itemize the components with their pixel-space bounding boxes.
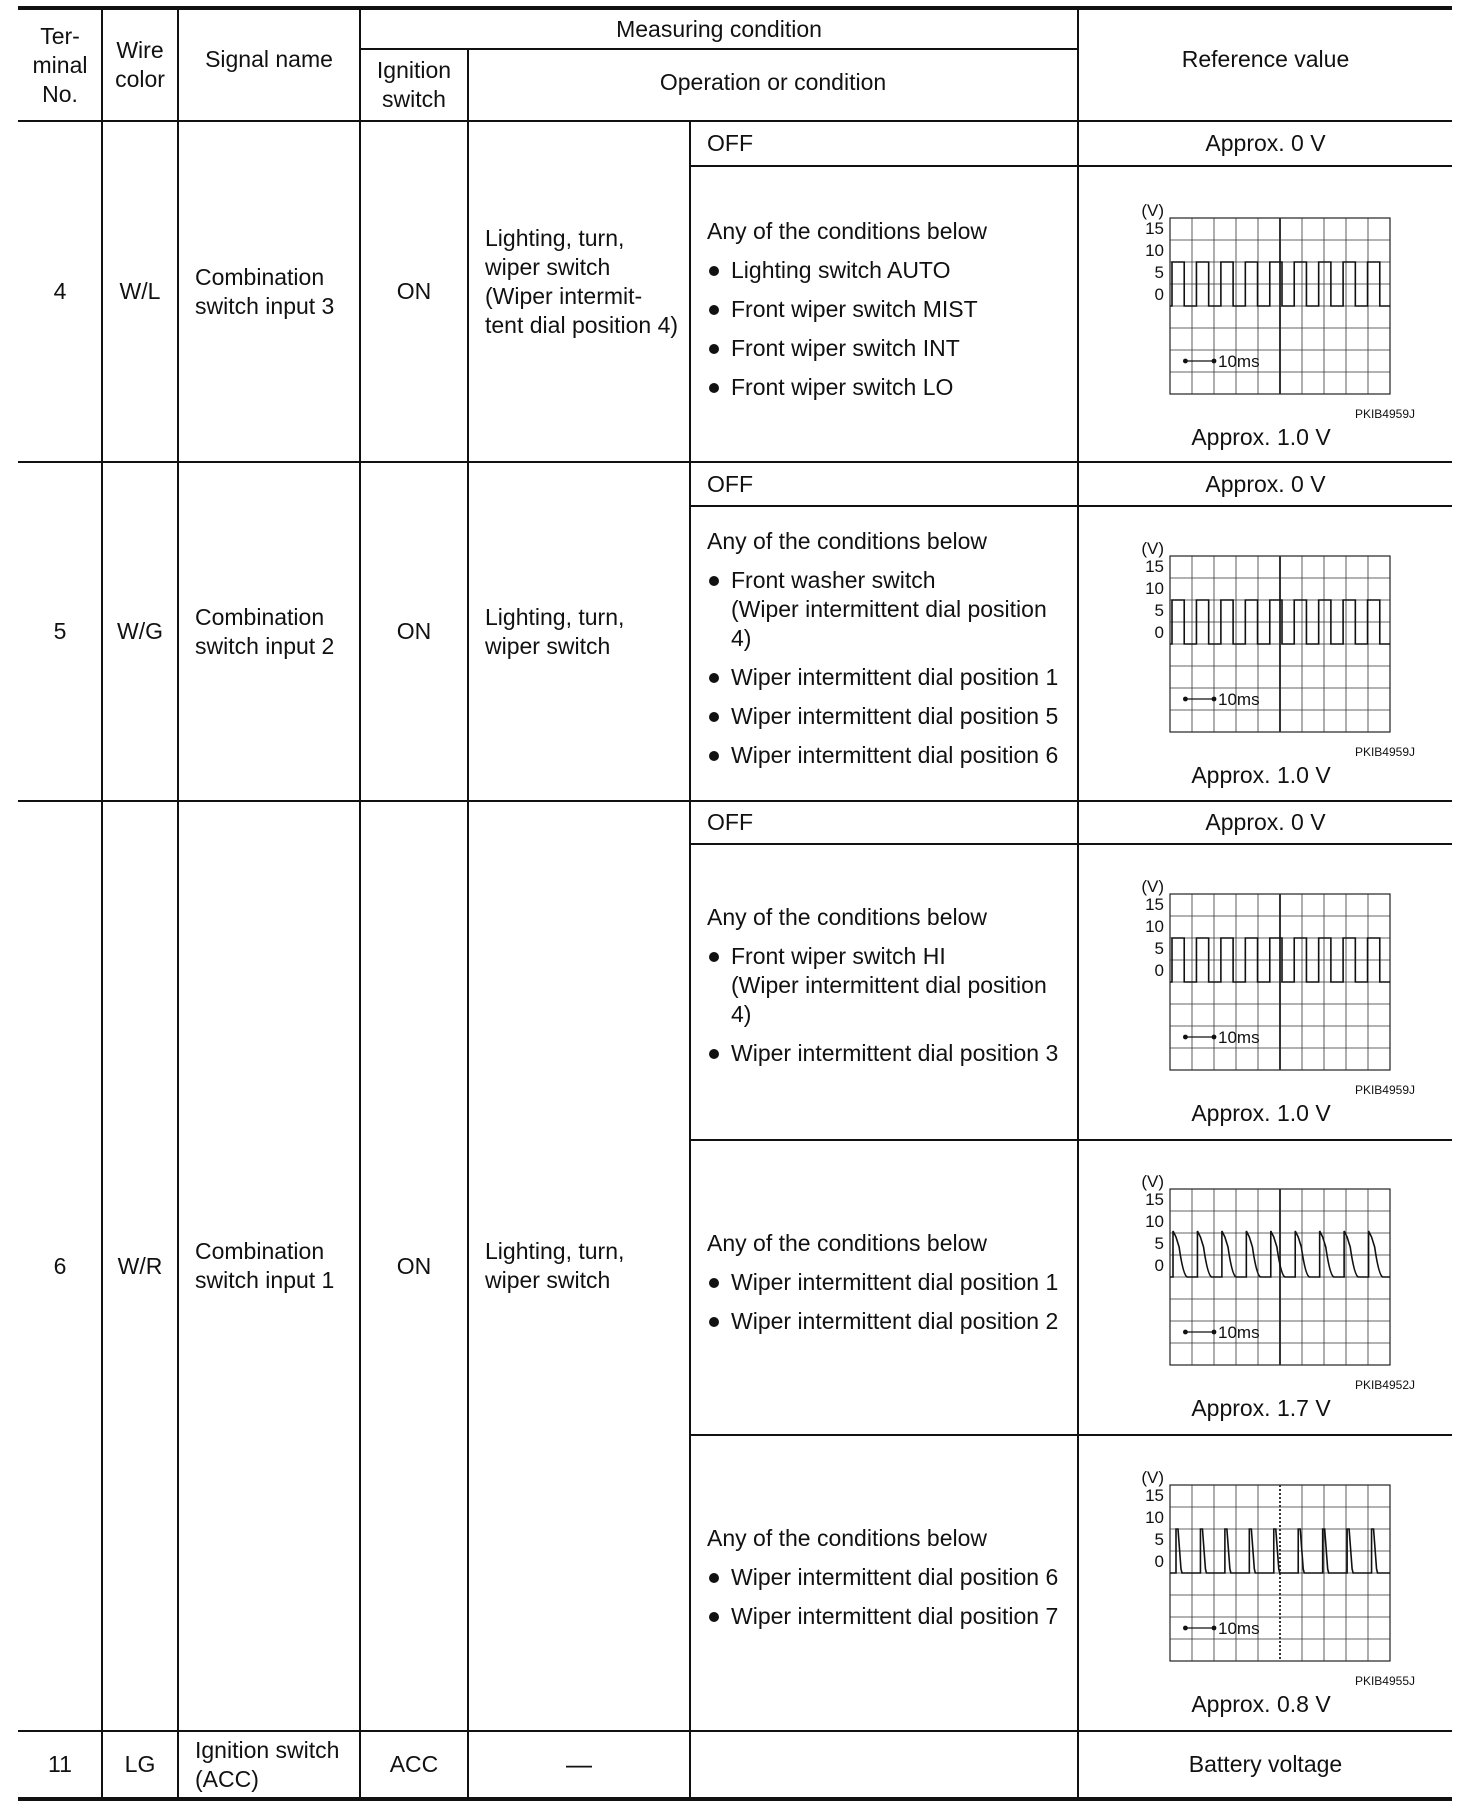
wire-color: W/G — [117, 618, 163, 644]
table-bottom-border — [18, 1797, 1452, 1801]
scope-time-marker-start — [1183, 359, 1188, 364]
signal-name: Combination switch input 3 — [195, 263, 335, 319]
list-item: Wiper intermittent dial position 6 — [707, 741, 1058, 770]
scope-time-marker-start — [1183, 1330, 1188, 1335]
scope-tick-label: 0 — [1154, 961, 1164, 980]
scope-tick-label: 10 — [1145, 241, 1164, 260]
wire-color: W/L — [119, 278, 161, 304]
list-item: Lighting switch AUTO — [707, 256, 987, 285]
header-ignition-switch: Ignition switch — [376, 57, 452, 112]
list-item: Front wiper switch LO — [707, 373, 987, 402]
scope-tick-label: 15 — [1145, 895, 1164, 914]
wire-color: W/R — [117, 1252, 163, 1279]
scope-unit-label: (V) — [1141, 201, 1164, 220]
scope-tick-label: 15 — [1145, 557, 1164, 576]
condition-list — [707, 566, 1058, 770]
scope-time-marker-start — [1183, 1626, 1188, 1631]
condition-block — [691, 1436, 1077, 1730]
scope-time-marker-start — [1183, 1035, 1188, 1040]
header-operation-condition: Operation or condition — [659, 68, 887, 95]
condition-block — [691, 167, 1077, 461]
condition-list — [707, 256, 987, 402]
scope-tick-label: 0 — [1154, 623, 1164, 642]
ignition-state: ACC — [389, 1751, 439, 1777]
ignition-state: ON — [396, 278, 432, 304]
list-item: Wiper intermittent dial position 3 — [707, 1039, 1058, 1068]
signal-name: Combination switch input 2 — [195, 603, 335, 659]
list-item: Wiper intermittent dial position 2 — [707, 1307, 1058, 1336]
terminal-number: 11 — [48, 1751, 72, 1777]
switch-description: Lighting, turn, wiper switch (Wiper intermit- tent dial position 4) — [485, 224, 679, 338]
header-terminal-no: Ter- minal No. — [32, 22, 88, 107]
condition-intro: Any of the conditions below — [707, 1230, 988, 1256]
ignition-state: ON — [396, 618, 432, 644]
list-item: Wiper intermittent dial position 1 — [707, 663, 1058, 692]
oscilloscope-waveform — [1110, 1467, 1440, 1717]
scope-image-code: PKIB4955J — [1354, 1674, 1415, 1688]
scope-time-marker-start — [1183, 697, 1188, 702]
scope-unit-label: (V) — [1141, 1172, 1164, 1191]
wire-color: LG — [124, 1751, 156, 1777]
scope-graph — [1110, 1171, 1440, 1401]
scope-tick-label: 0 — [1154, 1552, 1164, 1571]
scope-time-label: 10ms — [1218, 1619, 1260, 1638]
switch-description: Lighting, turn, wiper switch — [485, 1238, 625, 1293]
oscilloscope-waveform — [1110, 1171, 1440, 1421]
scope-graph — [1110, 876, 1440, 1106]
scope-unit-label: (V) — [1141, 539, 1164, 558]
reference-approx-value: Approx. 1.7 V — [1191, 1395, 1331, 1421]
scope-tick-label: 15 — [1145, 219, 1164, 238]
scope-time-marker-end — [1212, 1330, 1217, 1335]
scope-time-marker-end — [1212, 1035, 1217, 1040]
scope-time-marker-end — [1212, 1626, 1217, 1631]
scope-tick-label: 10 — [1145, 579, 1164, 598]
reference-approx-value: Approx. 1.0 V — [1191, 424, 1331, 450]
scope-time-label: 10ms — [1218, 1028, 1260, 1047]
scope-time-marker-end — [1212, 697, 1217, 702]
signal-name: Combination switch input 1 — [195, 1238, 335, 1293]
oscilloscope-waveform — [1110, 538, 1440, 788]
condition-intro: Any of the conditions below — [707, 218, 988, 244]
off-value: Approx. 0 V — [1205, 130, 1326, 156]
header-measuring-condition: Measuring condition — [616, 15, 822, 42]
scope-tick-label: 15 — [1145, 1486, 1164, 1505]
condition-intro: Any of the conditions below — [707, 528, 988, 554]
reference-value: Battery voltage — [1188, 1751, 1343, 1777]
scope-unit-label: (V) — [1141, 877, 1164, 896]
off-label: OFF — [707, 809, 753, 835]
reference-approx-value: Approx. 1.0 V — [1191, 1100, 1331, 1126]
scope-tick-label: 10 — [1145, 1212, 1164, 1231]
list-item: Wiper intermittent dial position 1 — [707, 1268, 1058, 1297]
list-item: Wiper intermittent dial position 7 — [707, 1602, 1058, 1631]
off-value: Approx. 0 V — [1205, 470, 1326, 497]
oscilloscope-waveform — [1110, 876, 1440, 1126]
scope-time-label: 10ms — [1218, 690, 1260, 709]
oscilloscope-waveform — [1110, 200, 1440, 450]
scope-tick-label: 5 — [1154, 1530, 1164, 1549]
scope-graph — [1110, 200, 1440, 430]
off-label: OFF — [707, 470, 753, 497]
scope-tick-label: 5 — [1154, 263, 1164, 282]
scope-image-code: PKIB4959J — [1354, 407, 1415, 421]
scope-unit-label: (V) — [1141, 1468, 1164, 1487]
header-wire-color: Wire color — [115, 37, 165, 92]
scope-time-label: 10ms — [1218, 352, 1260, 371]
list-item: Wiper intermittent dial position 5 — [707, 702, 1058, 731]
scope-tick-label: 0 — [1154, 285, 1164, 304]
scope-image-code: PKIB4959J — [1354, 1083, 1415, 1097]
list-item: Wiper intermittent dial position 6 — [707, 1563, 1058, 1592]
list-item: Front wiper switch INT — [707, 334, 987, 363]
terminal-number: 5 — [53, 618, 67, 644]
scope-tick-label: 0 — [1154, 1256, 1164, 1275]
list-item: Front wiper switch HI (Wiper intermittent dial position 4) — [707, 942, 1058, 1029]
condition-intro: Any of the conditions below — [707, 904, 988, 930]
scope-tick-label: 5 — [1154, 939, 1164, 958]
condition-intro: Any of the conditions below — [707, 1525, 988, 1551]
condition-list — [707, 1563, 1058, 1631]
switch-description: Lighting, turn, wiper switch — [485, 603, 625, 659]
scope-tick-label: 5 — [1154, 1234, 1164, 1253]
scope-tick-label: 15 — [1145, 1190, 1164, 1209]
list-item: Front washer switch (Wiper intermittent dial position 4) — [707, 566, 1058, 653]
signal-name: Ignition switch (ACC) — [195, 1736, 340, 1792]
scope-image-code: PKIB4952J — [1354, 1378, 1415, 1392]
header-reference-value: Reference value — [1181, 45, 1350, 72]
scope-tick-label: 10 — [1145, 917, 1164, 936]
scope-tick-label: 10 — [1145, 1508, 1164, 1527]
terminal-number: 6 — [53, 1252, 67, 1279]
reference-approx-value: Approx. 0.8 V — [1191, 1691, 1331, 1717]
list-item: Front wiper switch MIST — [707, 295, 987, 324]
reference-approx-value: Approx. 1.0 V — [1191, 762, 1331, 788]
scope-time-label: 10ms — [1218, 1323, 1260, 1342]
condition-block — [691, 507, 1077, 800]
off-label: OFF — [707, 130, 753, 156]
scope-graph — [1110, 1467, 1440, 1697]
scope-image-code: PKIB4959J — [1354, 745, 1415, 759]
terminal-number: 4 — [53, 278, 67, 304]
condition-block — [691, 845, 1077, 1139]
scope-time-marker-end — [1212, 359, 1217, 364]
scope-tick-label: 5 — [1154, 601, 1164, 620]
condition-list — [707, 1268, 1058, 1336]
off-value: Approx. 0 V — [1205, 809, 1326, 835]
ignition-state: ON — [396, 1252, 432, 1279]
condition-block — [691, 1141, 1077, 1434]
scope-graph — [1110, 538, 1440, 768]
col-line-6 — [1077, 8, 1079, 1799]
switch-description: — — [566, 1749, 592, 1779]
header-signal-name: Signal name — [205, 45, 333, 72]
condition-list — [707, 942, 1058, 1068]
